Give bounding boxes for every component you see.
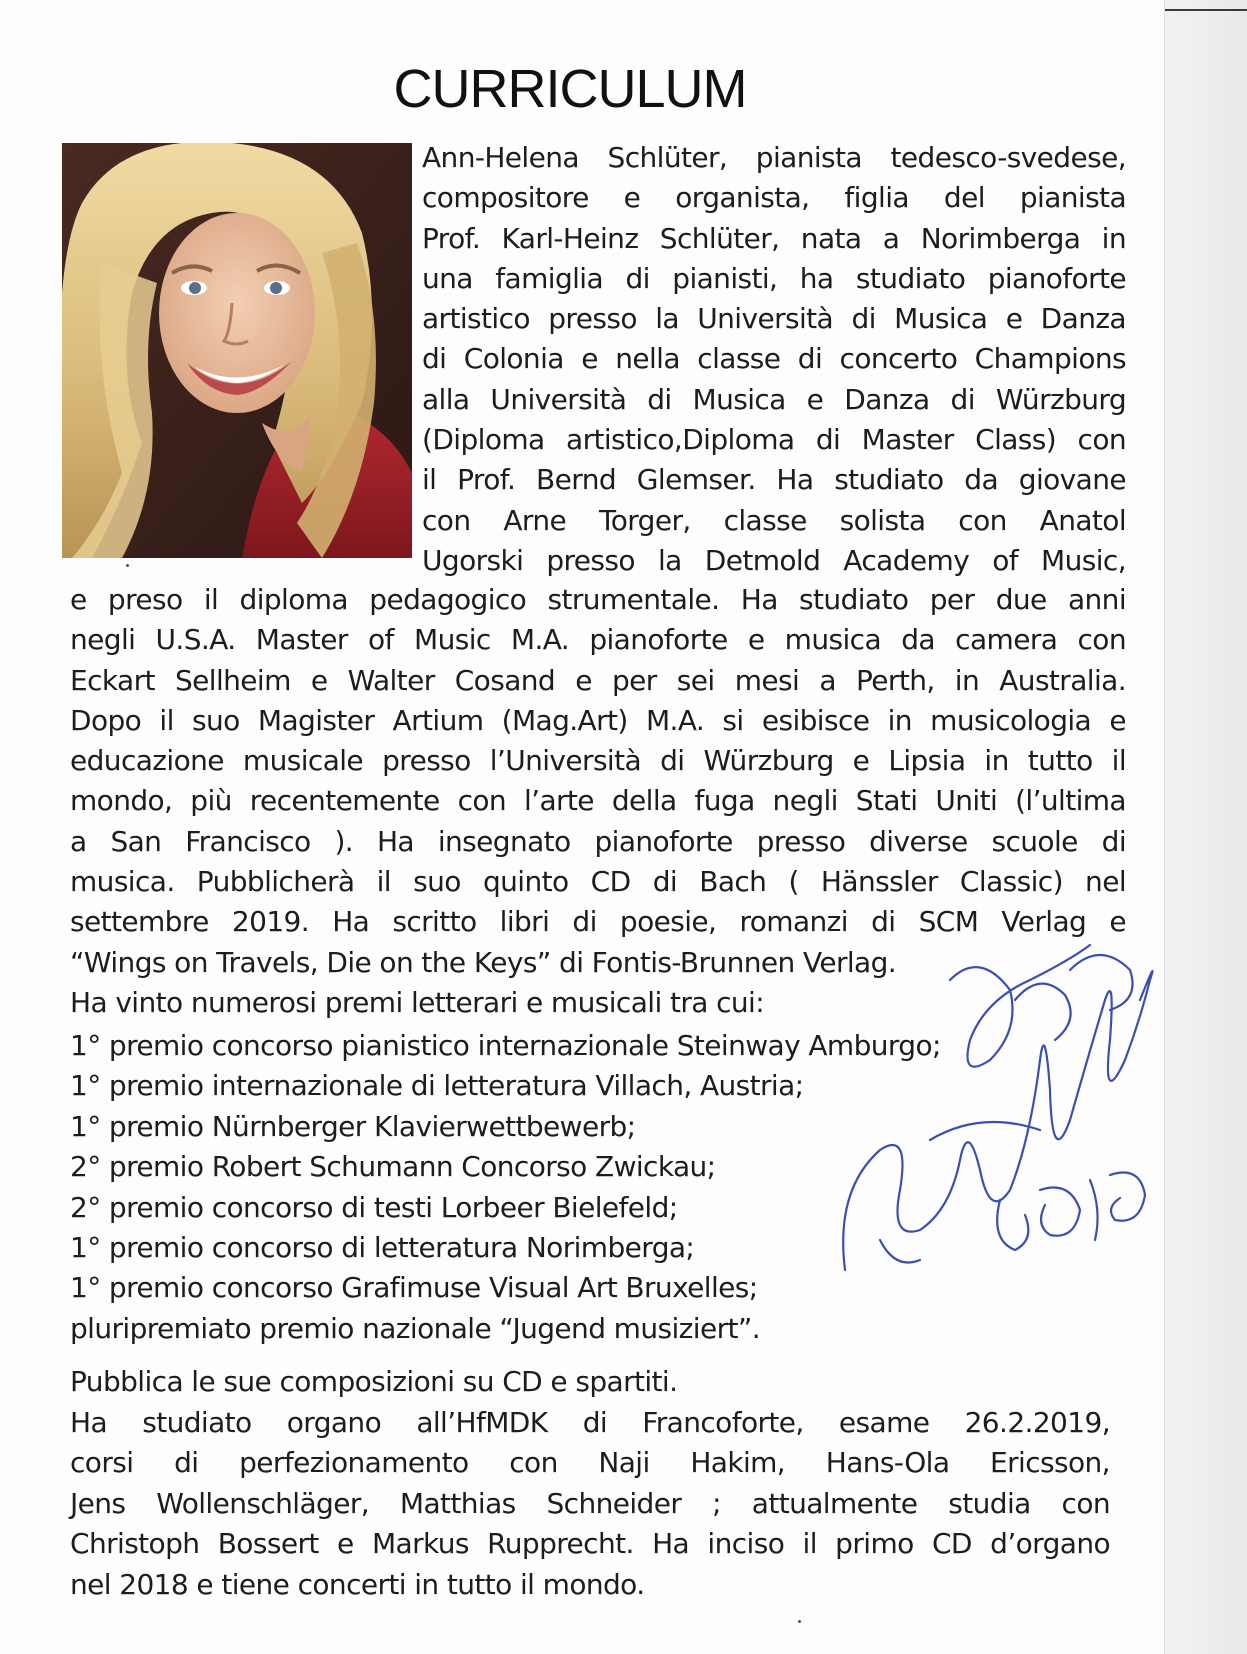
- body-line: Dopo il suo Magister Artium (Mag.Art) M.A. si esibisce in musicologia e: [70, 703, 1126, 737]
- body-line: settembre 2019. Ha scritto libri di poesie, romanzi di SCM Verlag e: [70, 905, 1126, 939]
- handwritten-signature: [840, 940, 1170, 1300]
- intro-line: compositore e organista, figlia del pianista: [422, 181, 1126, 215]
- prize-item: 1° premio Nürnberger Klavierwettbewerb;: [70, 1109, 636, 1143]
- closing-line: Christoph Bossert e Markus Rupprecht. Ha inciso il primo CD d’organo: [70, 1527, 1110, 1561]
- closing-line: Pubblica le sue composizioni su CD e spartiti.: [70, 1365, 678, 1398]
- body-line: Eckart Sellheim e Walter Cosand e per sei mesi a Perth, in Australia.: [70, 663, 1126, 697]
- body-line: mondo, più recentemente con l’arte della fuga negli Stati Uniti (l’ultima: [70, 784, 1126, 818]
- intro-line: Ann-Helena Schlüter, pianista tedesco-svedese,: [422, 141, 1126, 174]
- intro-line: Prof. Karl-Heinz Schlüter, nata a Norimberga in: [422, 221, 1126, 255]
- intro-line: di Colonia e nella classe di concerto Champions: [422, 342, 1126, 376]
- intro-line: il Prof. Bernd Glemser. Ha studiato da giovane: [422, 463, 1126, 497]
- body-line: negli U.S.A. Master of Music M.A. pianoforte e musica da camera con: [70, 623, 1126, 657]
- prize-item: 1° premio concorso di letteratura Norimberga;: [70, 1230, 695, 1264]
- body-line: musica. Pubblicherà il suo quinto CD di Bach ( Hänssler Classic) nel: [70, 865, 1126, 899]
- body-line: Ha vinto numerosi premi letterari e musicali tra cui:: [70, 985, 765, 1019]
- intro-line: Ugorski presso la Detmold Academy of Music,: [422, 543, 1126, 577]
- prize-item: 1° premio internazionale di letteratura Villach, Austria;: [70, 1069, 804, 1103]
- intro-line: una famiglia di pianisti, ha studiato pianoforte: [422, 261, 1126, 295]
- closing-line: Jens Wollenschläger, Matthias Schneider ; attualmente studia con: [70, 1486, 1110, 1520]
- document-title: CURRICULUM: [393, 59, 747, 119]
- closing-line: corsi di perfezionamento con Naji Hakim, Hans-Ola Ericsson,: [70, 1446, 1110, 1480]
- closing-line: nel 2018 e tiene concerti in tutto il mondo.: [70, 1567, 645, 1601]
- page-edge-line: [1165, 9, 1247, 11]
- closing-paragraph: [70, 1362, 1110, 1606]
- intro-line: alla Università di Musica e Danza di Würzburg: [422, 382, 1126, 416]
- prize-item: pluripremiato premio nazionale “Jugend musiziert”.: [70, 1311, 761, 1345]
- intro-line: (Diploma artistico,Diploma di Master Class) con: [422, 423, 1126, 457]
- scan-speck: [798, 1620, 801, 1623]
- intro-paragraph: [422, 138, 1126, 581]
- portrait-photo: [62, 143, 412, 558]
- body-line: e preso il diploma pedagogico strumentale. Ha studiato per due anni: [70, 583, 1126, 616]
- prize-item: 2° premio Robert Schumann Concorso Zwickau;: [70, 1150, 716, 1184]
- scan-speck: [126, 564, 129, 567]
- prize-item: 2° premio concorso di testi Lorbeer Bielefeld;: [70, 1190, 678, 1224]
- prize-item: 1° premio concorso Grafimuse Visual Art Bruxelles;: [70, 1271, 758, 1305]
- closing-line: Ha studiato organo all’HfMDK di Francoforte, esame 26.2.2019,: [70, 1405, 1110, 1439]
- page-edge: [1164, 0, 1247, 1654]
- body-line: “Wings on Travels, Die on the Keys” di Fontis-Brunnen Verlag.: [70, 945, 897, 979]
- intro-line: con Arne Torger, classe solista con Anatol: [422, 503, 1126, 537]
- intro-line: artistico presso la Università di Musica e Danza: [422, 302, 1126, 336]
- body-line: a San Francisco ). Ha insegnato pianoforte presso diverse scuole di: [70, 824, 1126, 858]
- body-line: educazione musicale presso l’Università di Würzburg e Lipsia in tutto il: [70, 744, 1126, 778]
- prize-item: 1° premio concorso pianistico internazionale Steinway Amburgo;: [70, 1029, 941, 1062]
